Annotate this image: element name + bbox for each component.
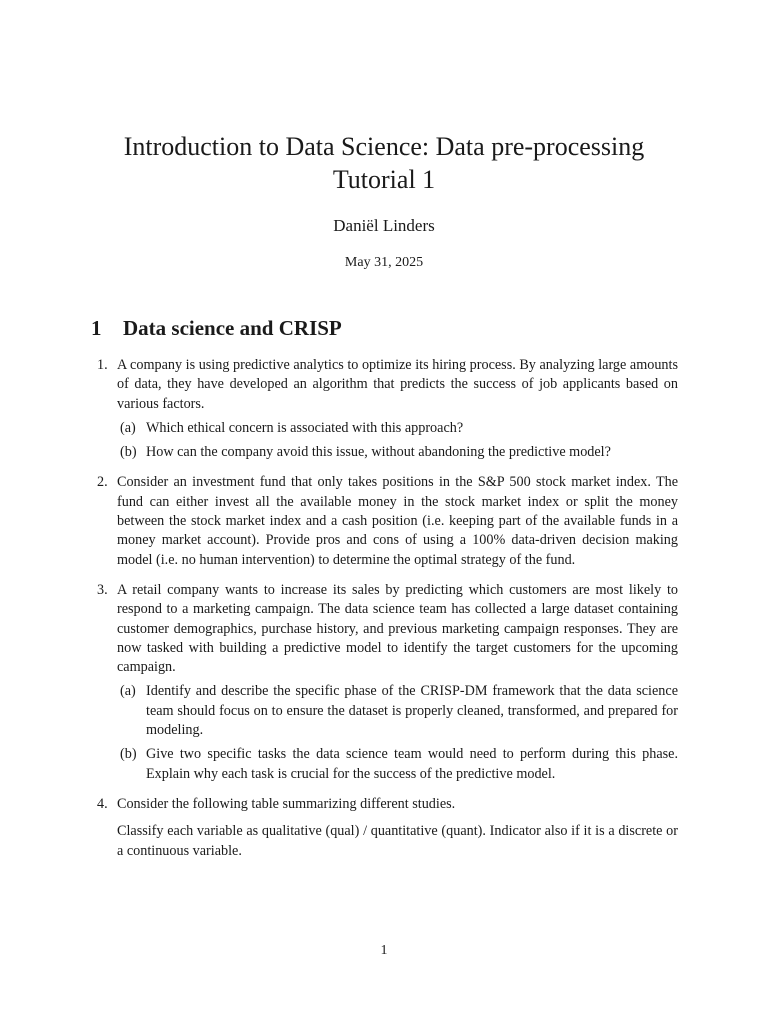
sub-question-3a (117, 682, 678, 740)
sub-question-text: Give two specific tasks the data science team would need to perform during this phase. Explain why each task is crucial for the success of the predictive model. (146, 746, 678, 782)
question-4 (92, 795, 678, 861)
section-number: 1 (91, 316, 102, 340)
question-text: Consider the following table summarizing different studies. (117, 795, 456, 812)
question-2 (92, 473, 678, 569)
sub-question-label: (b) (120, 746, 137, 763)
question-number: 2. (97, 474, 108, 491)
author: Daniël Linders (333, 216, 435, 235)
date: May 31, 2025 (344, 255, 424, 270)
sub-question-text: Identify and describe the specific phase of the CRISP-DM framework that the data science team should focus on to ensure the dataset is properly cleaned, transformed, and prepared for modeling. (146, 683, 678, 739)
sub-question-3b (117, 745, 678, 784)
sub-question-label: (a) (120, 419, 136, 436)
question-number: 3. (97, 581, 108, 598)
sub-question-1a (117, 419, 678, 438)
question-number: 1. (97, 357, 108, 373)
sub-question-1b (117, 443, 678, 462)
question-text: A company is using predictive analytics to optimize its hiring process. By analyzing large amounts of data, they have developed an algorithm that predicts the success of job applicants based on various factors. (117, 357, 678, 412)
sub-question-label: (a) (120, 683, 136, 700)
question-1 (92, 356, 678, 462)
section-heading (91, 316, 342, 341)
question-list (92, 356, 678, 872)
question-text: Consider an investment fund that only takes positions in the S&P 500 stock market index. The fund can either invest all the available money in the stock market index or split the money between the stock market index and a cash position (i.e. keeping part of the available funds in a money market account). Provide pros and cons of using a 100% data-driven decision making model (i.e. no human intervention) to determine the optimal strategy of the fund. (117, 474, 678, 568)
title-line-1: Introduction to Data Science: Data pre-processing (123, 132, 645, 161)
sub-question-label: (b) (120, 444, 137, 461)
question-3 (92, 581, 678, 784)
section-title: Data science and CRISP (123, 316, 342, 340)
sub-question-text: Which ethical concern is associated with this approach? (146, 419, 464, 436)
title-block (0, 130, 768, 196)
question-instruction: Classify each variable as qualitative (qual) / quantitative (quant). Indicator also if it is a discrete or a continuous variable. (117, 823, 678, 859)
page-number: 1 (380, 943, 388, 958)
question-number: 4. (97, 795, 108, 812)
title-line-2: Tutorial 1 (332, 165, 436, 194)
question-text: A retail company wants to increase its sales by predicting which customers are most likely to respond to a marketing campaign. The data science team has collected a large dataset containing customer demographics, purchase history, and previous marketing campaign responses. They are now tasked with building a predictive model to identify the target customers for the upcoming campaign. (117, 581, 678, 676)
sub-question-text: How can the company avoid this issue, without abandoning the predictive model? (146, 444, 611, 461)
